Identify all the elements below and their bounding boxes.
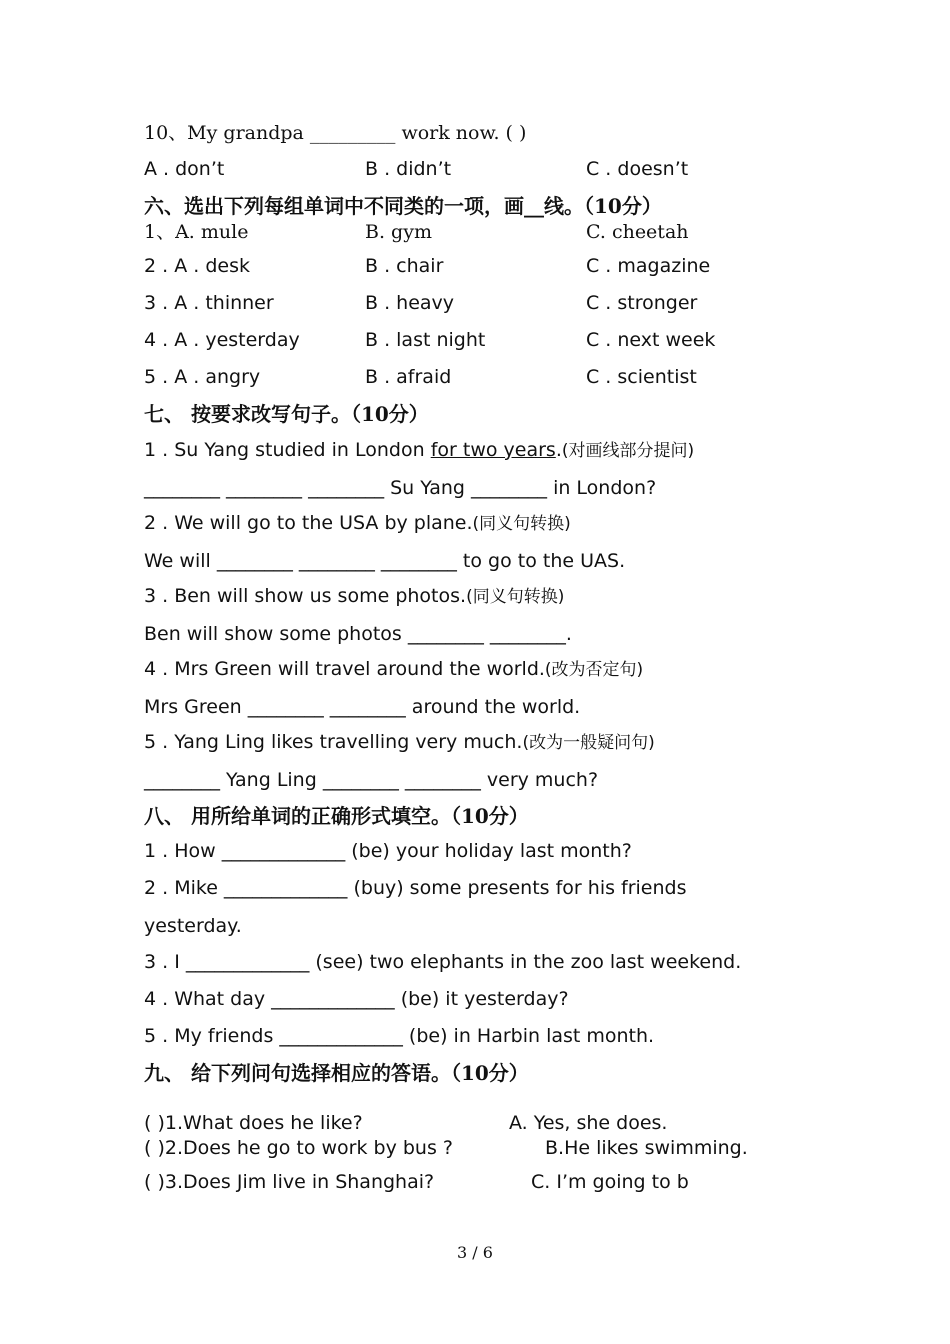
s7-q1-answer: ________ ________ ________ Su Yang ________ in London? xyxy=(144,477,657,499)
page-number: 3 / 6 xyxy=(457,1243,493,1262)
s9-answer-b: B.He likes swimming. xyxy=(545,1137,748,1159)
s8-item-2: 2 . Mike _____________ (buy) some presents for his friends xyxy=(144,877,687,899)
s9-question-1: ( )1.What does he like? xyxy=(144,1112,363,1134)
s7-q3-text: 3 . Ben will show us some photos. xyxy=(144,585,467,607)
s7-q4-text: 4 . Mrs Green will travel around the world. xyxy=(144,658,545,680)
s7-q5-answer: ________ Yang Ling ________ ________ very much? xyxy=(144,769,599,791)
s6-row1-c: C. cheetah xyxy=(586,221,689,243)
s7-q1-post: . xyxy=(555,439,562,461)
s7-q1 xyxy=(144,438,694,463)
s6-row3-c: C . stronger xyxy=(586,292,698,314)
s6-row5-b: B . afraid xyxy=(365,366,452,388)
s7-q3-note: (同义句转换) xyxy=(466,587,565,607)
s7-q1-underlined: for two years xyxy=(430,439,556,461)
s7-q2-note: (同义句转换) xyxy=(472,514,571,534)
s9-answer-c: C. I’m going to b xyxy=(531,1171,689,1193)
s6-row4-b: B . last night xyxy=(365,329,486,351)
s9-answer-a: A. Yes, she does. xyxy=(509,1112,668,1134)
s8-item-1: 1 . How _____________ (be) your holiday last month? xyxy=(144,840,632,862)
q10-stem: 10、My grandpa _________ work now. ( ) xyxy=(144,122,527,144)
s8-item-4: 4 . What day _____________ (be) it yesterday? xyxy=(144,988,569,1010)
q10-option-b: B . didn’t xyxy=(365,158,452,180)
s7-q2-text: 2 . We will go to the USA by plane. xyxy=(144,512,473,534)
s8-item-3: 3 . I _____________ (see) two elephants in the zoo last weekend. xyxy=(144,951,742,973)
section8-title: 八、 用所给单词的正确形式填空。（10分） xyxy=(144,804,529,828)
s7-q4-note: (改为否定句) xyxy=(544,660,644,680)
s6-row1-a: 1、A. mule xyxy=(144,221,249,243)
s6-row4-a: 4 . A . yesterday xyxy=(144,329,300,351)
q10-option-c: C . doesn’t xyxy=(586,158,689,180)
s6-row2-a: 2 . A . desk xyxy=(144,255,250,277)
s8-item-5: 5 . My friends _____________ (be) in Harbin last month. xyxy=(144,1025,655,1047)
s7-q5-note: (改为一般疑问句) xyxy=(522,733,655,753)
s6-row3-b: B . heavy xyxy=(365,292,455,314)
s7-q2-answer: We will ________ ________ ________ to go to the UAS. xyxy=(144,550,626,572)
s7-q3-answer: Ben will show some photos ________ ________. xyxy=(144,623,572,645)
s6-row2-b: B . chair xyxy=(365,255,444,277)
s7-q5-text: 5 . Yang Ling likes travelling very much. xyxy=(144,731,523,753)
section9-title: 九、 给下列问句选择相应的答语。（10分） xyxy=(144,1061,529,1085)
s6-row3-a: 3 . A . thinner xyxy=(144,292,274,314)
s8-item-2-cont: yesterday. xyxy=(144,915,242,937)
s6-row1-b: B. gym xyxy=(365,221,432,243)
s9-question-3: ( )3.Does Jim live in Shanghai? xyxy=(144,1171,435,1193)
s7-q3 xyxy=(144,584,564,609)
s7-q1-pre: 1 . Su Yang studied in London xyxy=(144,439,431,461)
s6-row4-c: C . next week xyxy=(586,329,716,351)
s7-q4 xyxy=(144,657,643,682)
s6-row5-c: C . scientist xyxy=(586,366,697,388)
s7-q2 xyxy=(144,511,571,536)
section7-title: 七、 按要求改写句子。（10分） xyxy=(144,402,429,426)
q10-option-a: A . don’t xyxy=(144,158,225,180)
s9-question-2: ( )2.Does he go to work by bus ? xyxy=(144,1137,453,1159)
s7-q5 xyxy=(144,730,655,755)
s7-q4-answer: Mrs Green ________ ________ around the world. xyxy=(144,696,581,718)
s6-row2-c: C . magazine xyxy=(586,255,711,277)
s7-q1-note: (对画线部分提问) xyxy=(561,441,695,461)
section6-title: 六、选出下列每组单词中不同类的一项，画__线。（10分） xyxy=(144,194,662,218)
s6-row5-a: 5 . A . angry xyxy=(144,366,261,388)
